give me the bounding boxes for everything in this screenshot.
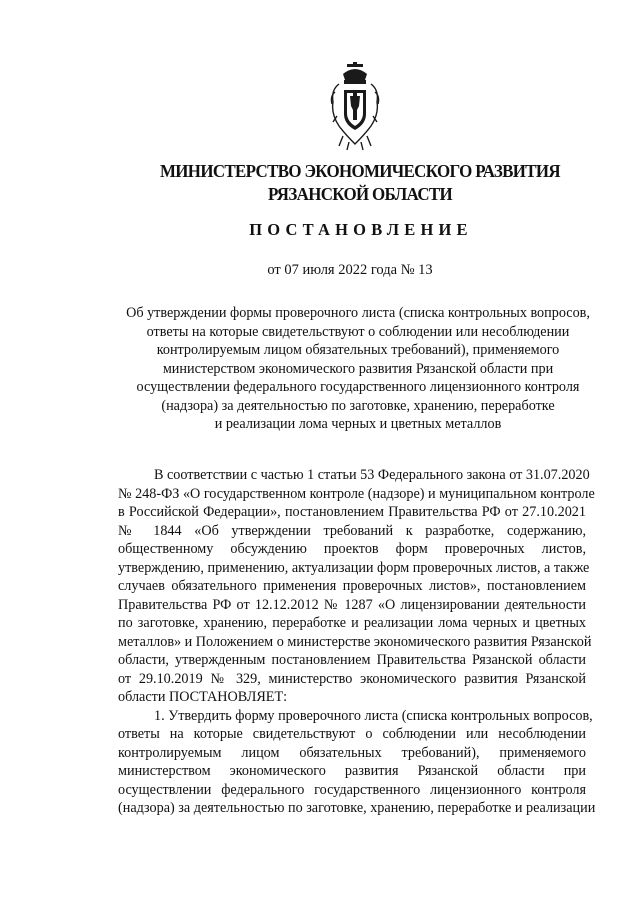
body-line: 1. Утвердить форму проверочного листа (списка контрольных вопросов,: [154, 707, 593, 724]
body-line: в Российской Федерации», постановлением Правительства РФ от 27.10.2021: [118, 504, 586, 520]
document-date: от 07 июля 2022 года № 13: [267, 262, 433, 278]
body-line: по заготовке, хранению, переработке и реализации лома черных и цветных: [118, 615, 586, 631]
title-line: и реализации лома черных и цветных металлов: [214, 416, 502, 432]
body-line: утверждению, применению, актуализации форм проверочных листов, а также: [118, 559, 590, 576]
body-line: общественному обсуждению проектов форм проверочных листов,: [118, 541, 586, 557]
body-line: осуществлении федерального государственного лицензионного контроля: [118, 781, 586, 798]
title-line: Об утверждении формы проверочного листа (списка контрольных вопросов,: [126, 305, 590, 321]
coat-of-arms-icon: [329, 62, 381, 152]
title-line: осуществлении федерального государственного лицензионного контроля: [136, 379, 580, 395]
body-line: министерством экономического развития Рязанской области при: [118, 763, 586, 779]
body-line: (надзора) за деятельностью по заготовке, хранению, переработке и реализации: [118, 800, 596, 816]
body-line: области, утвержденным постановлением Правительства Рязанской области: [118, 652, 586, 668]
title-line: (надзора) за деятельностью по заготовке, хранению, переработке: [161, 397, 555, 414]
body-line: Правительства РФ от 12.12.2012 № 1287 «О лицензировании деятельности: [118, 596, 586, 613]
ministry-line-2: РЯЗАНСКОЙ ОБЛАСТИ: [267, 184, 453, 204]
title-line: министерством экономического развития Рязанской области при: [162, 360, 554, 377]
title-line: ответы на которые свидетельствуют о соблюдении или несоблюдении: [146, 323, 570, 340]
body-line: области ПОСТАНОВЛЯЕТ:: [118, 689, 288, 705]
ministry-line-1: МИНИСТЕРСТВО ЭКОНОМИЧЕСКОГО РАЗВИТИЯ: [159, 161, 560, 181]
document-title: [118, 304, 598, 434]
title-line: контролируемым лицом обязательных требований), применяемого: [156, 342, 560, 358]
document-body: [118, 466, 596, 818]
body-line: металлов» и Положением о министерстве экономического развития Рязанской: [118, 633, 592, 650]
body-line: от 29.10.2019 № 329, министерство экономического развития Рязанской: [118, 670, 586, 687]
body-line: № 248-ФЗ «О государственном контроле (надзоре) и муниципальном контроле: [118, 485, 595, 502]
body-line: В соответствии с частью 1 статьи 53 Федерального закона от 31.07.2020: [154, 467, 590, 483]
body-line: ответы на которые свидетельствуют о соблюдении или несоблюдении: [118, 726, 586, 742]
document-type: ПОСТАНОВЛЕНИЕ: [249, 220, 473, 239]
ministry-name: [25, 160, 620, 206]
body-line: контролируемым лицом обязательных требований), применяемого: [118, 744, 586, 761]
body-line: № 1844 «Об утверждении требований к разработке, содержанию,: [118, 522, 586, 539]
body-line: случаев обязательного применения проверочных листов», постановлением: [118, 578, 586, 594]
